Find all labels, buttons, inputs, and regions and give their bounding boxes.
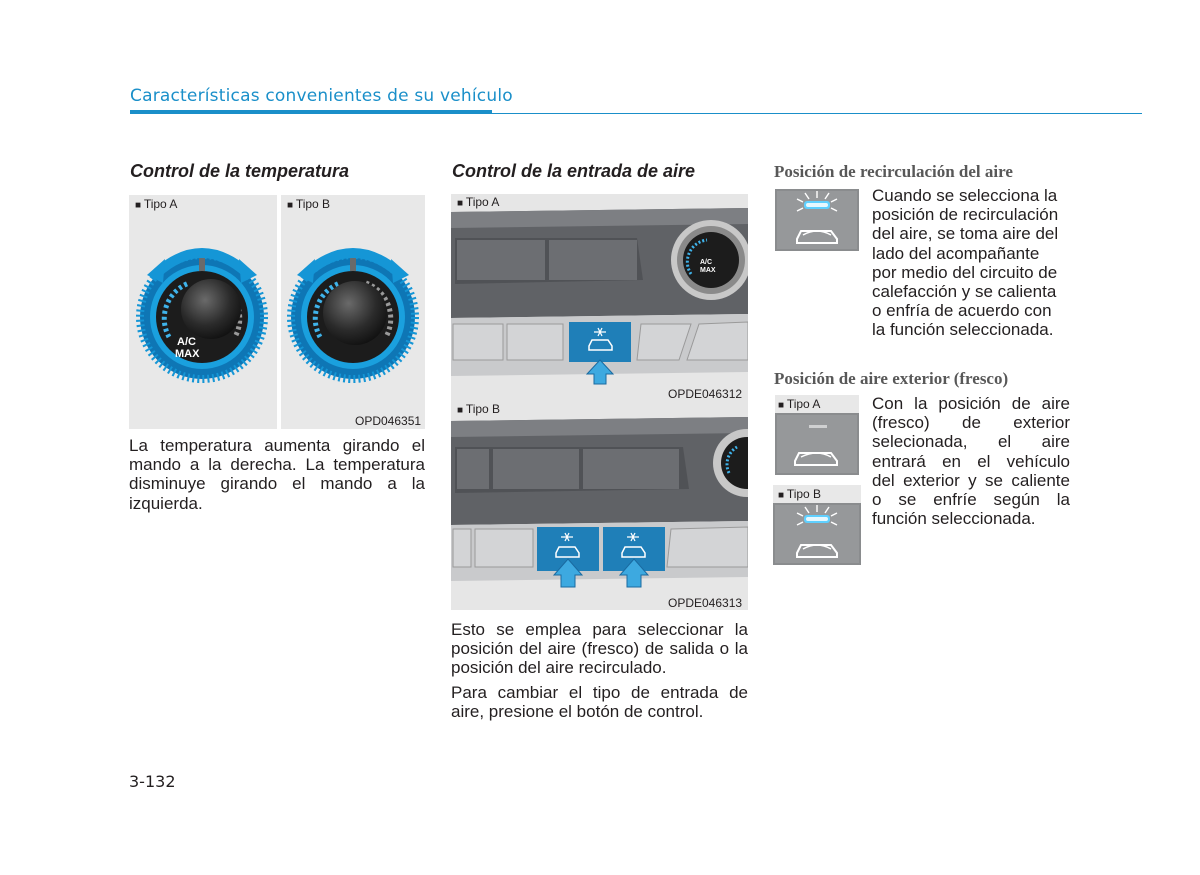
svg-text:A/C: A/C <box>177 336 196 348</box>
recirculation-line: posición de recirculación <box>872 205 1059 225</box>
recirculation-line: Cuando se selecciona la <box>872 186 1058 205</box>
fresh-air-line: selecionada, el aire <box>872 432 1070 452</box>
svg-text:MAX: MAX <box>175 348 200 360</box>
fresh-air-lines <box>872 394 1070 528</box>
recirculation-line: por medio del circuito de <box>872 262 1058 282</box>
recirculation-lines <box>872 186 1070 340</box>
recirculation-line: del aire, se toma aire del <box>872 224 1059 244</box>
recirculation-line: calefacción y se calienta <box>872 282 1057 302</box>
figure-code-a: OPDE046312 <box>668 387 743 401</box>
fresh-air-a-icon <box>775 413 859 475</box>
figure-code: OPD046351 <box>355 414 422 428</box>
recirculation-button-tile <box>775 189 859 251</box>
temperature-knob-a-icon <box>129 213 277 413</box>
control-panel-a-icon <box>451 194 748 404</box>
air-intake-figure-a <box>451 194 748 404</box>
type-b-tag: ■ Tipo B <box>457 402 504 416</box>
type-a-tag: ■ Tipo A <box>135 197 177 211</box>
air-intake-figure-b <box>451 401 748 610</box>
temperature-heading: Control de la temperatura <box>130 161 350 181</box>
fresh-air-line: entrará en el vehículo <box>872 451 1070 471</box>
fresh-air-heading: Posición de aire exterior (fresco) <box>774 369 1009 388</box>
type-b-tag: ■ Tipo B <box>778 487 821 501</box>
fresh-air-line: (fresco) de exterior <box>872 413 1070 433</box>
temperature-body <box>129 436 425 518</box>
recirculation-line: o enfría de acuerdo con <box>872 301 1052 321</box>
type-a-tag: ■ Tipo A <box>778 397 820 411</box>
fresh-air-line: función seleccionada. <box>872 509 1036 529</box>
fresh-air-line: del exterior y se caliente <box>872 470 1070 490</box>
svg-text:MAX: MAX <box>700 267 716 274</box>
type-b-tag: ■ Tipo B <box>287 197 330 211</box>
recirculation-line: lado del acompañante <box>872 243 1040 263</box>
section-title: Características convenientes de su vehículo <box>130 86 513 106</box>
fresh-air-type-a-figure <box>775 395 859 475</box>
air-intake-paragraph-1: Esto se emplea para seleccionar la posición del aire (fresco) de salida o la posición del aire recirculado. <box>451 620 748 678</box>
page-number: 3-132 <box>129 772 176 791</box>
fresh-air-b-icon <box>773 503 861 565</box>
fresh-air-type-b-figure <box>773 485 861 565</box>
fresh-air-body <box>872 394 1070 528</box>
air-intake-heading: Control de la entrada de aire <box>452 161 696 181</box>
temperature-paragraph: La temperatura aumenta girando el mando a la derecha. La temperatura disminuye girando el mando a la izquierda. <box>129 436 425 513</box>
type-a-tag: ■ Tipo A <box>457 195 503 209</box>
temperature-knob-b-icon <box>281 213 425 413</box>
temperature-figure <box>129 195 425 429</box>
header-rule <box>130 113 1142 114</box>
control-panel-b-icon <box>451 401 748 610</box>
recirculation-heading: Posición de recirculación del aire <box>774 162 1013 181</box>
air-intake-paragraph-2: Para cambiar el tipo de entrada de aire, presione el botón de control. <box>451 682 748 721</box>
recirculation-icon <box>775 189 859 251</box>
air-intake-body <box>451 620 748 726</box>
fresh-air-line: o se enfríe según la <box>872 490 1070 510</box>
svg-text:A/C: A/C <box>700 259 713 266</box>
recirculation-line: la función seleccionada. <box>872 320 1054 340</box>
fresh-air-line: Con la posición de aire <box>872 394 1070 413</box>
figure-code-b: OPDE046313 <box>668 596 743 610</box>
recirculation-body <box>872 186 1070 340</box>
